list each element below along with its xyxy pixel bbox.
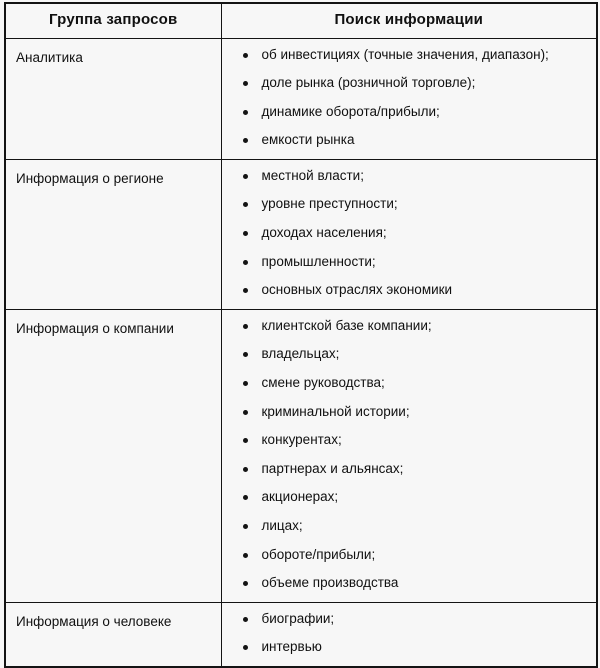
group-label: Информация о регионе: [5, 159, 221, 309]
list-item-label: обороте/прибыли;: [261, 546, 376, 562]
search-items-cell: [221, 602, 597, 667]
search-items-list: [240, 318, 589, 592]
bullet-icon: [243, 110, 248, 115]
list-item: [240, 104, 589, 121]
list-item: [240, 318, 589, 335]
group-label: Аналитика: [5, 38, 221, 159]
search-items-cell: [221, 309, 597, 602]
bullet-icon: [243, 81, 248, 86]
list-item: [240, 282, 589, 299]
bullet-icon: [243, 231, 248, 236]
column-header-search: Поиск информации: [221, 3, 597, 38]
table-row: [5, 38, 597, 159]
search-items-cell: [221, 38, 597, 159]
bullet-icon: [243, 138, 248, 143]
bullet-icon: [243, 288, 248, 293]
list-item: [240, 254, 589, 271]
list-item: [240, 611, 589, 628]
bullet-icon: [243, 467, 248, 472]
bullet-icon: [243, 324, 248, 329]
list-item-label: доходах населения;: [261, 225, 387, 241]
list-item-label: уровне преступности;: [261, 196, 398, 212]
bullet-icon: [243, 581, 248, 586]
bullet-icon: [243, 53, 248, 58]
list-item: [240, 47, 589, 64]
list-item-label: динамике оборота/прибыли;: [261, 103, 440, 119]
list-item: [240, 375, 589, 392]
list-item-label: акционерах;: [261, 489, 339, 505]
list-item: [240, 518, 589, 535]
list-item-label: владельцах;: [261, 346, 340, 362]
list-item-label: емкости рынка: [261, 132, 355, 148]
bullet-icon: [243, 645, 248, 650]
bullet-icon: [243, 495, 248, 500]
bullet-icon: [243, 174, 248, 179]
list-item-label: промышленности;: [261, 253, 376, 269]
list-item-label: доле рынка (розничной торговле);: [261, 75, 476, 91]
list-item: [240, 432, 589, 449]
group-label: Информация о компании: [5, 309, 221, 602]
search-items-list: [240, 47, 589, 149]
bullet-icon: [243, 410, 248, 415]
bullet-icon: [243, 438, 248, 443]
query-groups-table: [4, 2, 598, 668]
list-item: [240, 575, 589, 592]
list-item-label: партнерах и альянсах;: [261, 460, 404, 476]
bullet-icon: [243, 524, 248, 529]
list-item: [240, 225, 589, 242]
bullet-icon: [243, 352, 248, 357]
table-body: [5, 38, 597, 667]
bullet-icon: [243, 553, 248, 558]
search-items-list: [240, 611, 589, 656]
bullet-icon: [243, 202, 248, 207]
list-item: [240, 75, 589, 92]
list-item-label: смене руководства;: [261, 375, 385, 391]
list-item: [240, 639, 589, 656]
table-row: [5, 602, 597, 667]
list-item-label: об инвестициях (точные значения, диапазон);: [261, 46, 549, 62]
list-item-label: криминальной истории;: [261, 403, 410, 419]
table-header-row: [5, 3, 597, 38]
list-item: [240, 547, 589, 564]
bullet-icon: [243, 617, 248, 622]
list-item-label: основных отраслях экономики: [261, 282, 453, 298]
table-header: [5, 3, 597, 38]
bullet-icon: [243, 381, 248, 386]
list-item: [240, 346, 589, 363]
group-label: Информация о человеке: [5, 602, 221, 667]
list-item-label: биографии;: [261, 610, 335, 626]
table-row: [5, 159, 597, 309]
column-header-group: Группа запросов: [5, 3, 221, 38]
list-item-label: клиентской базе компании;: [261, 317, 432, 333]
list-item-label: лицах;: [261, 518, 303, 533]
list-item: [240, 404, 589, 421]
list-item: [240, 461, 589, 478]
list-item: [240, 132, 589, 149]
list-item-label: интервью: [261, 639, 322, 655]
list-item-label: объеме производства: [261, 575, 399, 591]
table-row: [5, 309, 597, 602]
list-item-label: местной власти;: [261, 167, 364, 183]
list-item-label: конкурентах;: [261, 432, 342, 448]
bullet-icon: [243, 260, 248, 265]
list-item: [240, 196, 589, 213]
search-items-list: [240, 168, 589, 299]
list-item: [240, 168, 589, 185]
search-items-cell: [221, 159, 597, 309]
list-item: [240, 489, 589, 506]
